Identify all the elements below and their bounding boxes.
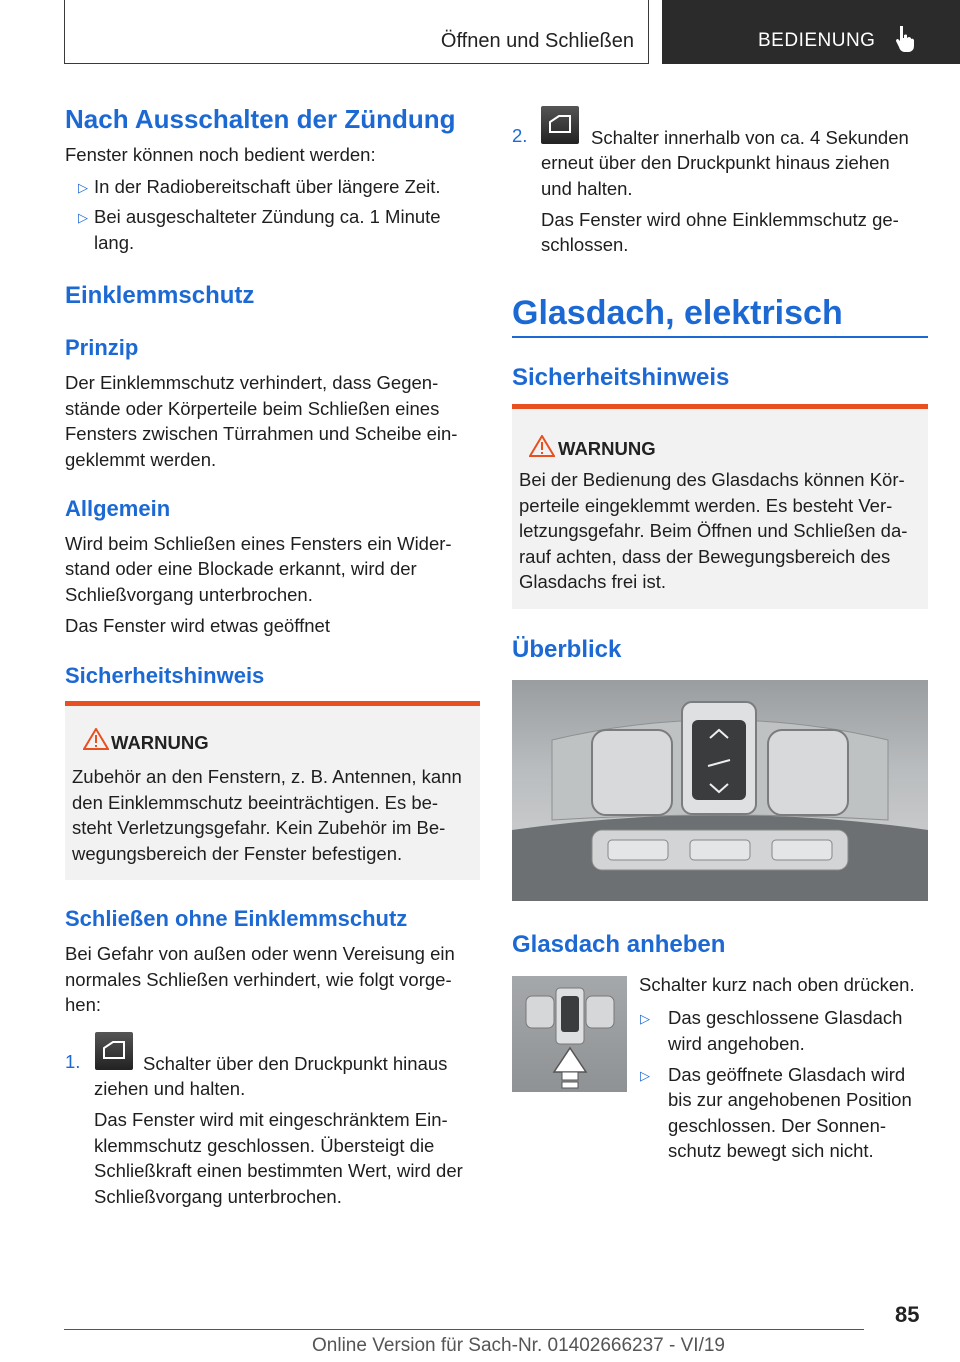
header-section-title: Öffnen und Schließen (440, 30, 634, 52)
header-chapter-tab (662, 0, 960, 64)
roof-raise-photo (512, 976, 627, 1092)
warning-body-left-1: Zubehör an den Fenstern, z. B. Antennen, kann (72, 766, 462, 787)
step1-desc-1: Das Fenster wird mit eingeschränktem Ein- (94, 1109, 448, 1130)
text-general-3: Schließvorgang unterbrochen. (65, 584, 313, 605)
heading-ignition-off: Nach Ausschalten der Zündung (65, 104, 456, 134)
text-principle-1: Der Einklemmschutz verhindert, dass Gegen- (65, 372, 439, 393)
warning-body-left-2: den Einklemmschutz beeinträchtigen. Es be- (72, 792, 439, 813)
heading-close-without-protection: Schließen ohne Einklemmschutz (65, 906, 408, 931)
step-number-1: 1. (65, 1051, 81, 1072)
step-number-2: 2. (512, 125, 528, 146)
header-chapter-title: BEDIENUNG (758, 30, 876, 51)
bullet-triangle-icon: ▷ (640, 1011, 650, 1026)
step2-desc-1: Das Fenster wird ohne Einklemmschutz ge- (541, 209, 899, 230)
text-principle-4: geklemmt werden. (65, 449, 217, 470)
heading-raise-roof: Glasdach anheben (512, 931, 726, 958)
page-number: 85 (895, 1302, 920, 1327)
text-close-1: Bei Gefahr von außen oder wenn Vereisung ein (65, 943, 455, 964)
text-close-2: normales Schließen verhindert, wie folgt vorge- (65, 969, 452, 990)
bullet-raise-2a: Das geöffnete Glasdach wird (668, 1064, 906, 1085)
text-principle-2: stände oder Körperteile beim Schließen eines (65, 398, 440, 419)
heading-principle: Prinzip (65, 335, 139, 360)
footer-rule (64, 1329, 864, 1330)
warning-body-right-1: Bei der Bedienung des Glasdachs können Kör- (519, 469, 905, 490)
step1-desc-3: Schließkraft einen bestimmten Wert, wird der (94, 1160, 463, 1181)
step1-desc-4: Schließvorgang unterbrochen. (94, 1186, 342, 1207)
text-general-4: Das Fenster wird etwas geöffnet (65, 615, 330, 636)
bullet-raise-1b: wird angehoben. (668, 1033, 805, 1054)
warning-title-right: WARNUNG (558, 438, 656, 459)
warning-box-right (512, 404, 928, 609)
step1-text-1: Schalter über den Druckpunkt hinaus (143, 1053, 448, 1074)
heading-glass-roof: Glasdach, elektrisch (512, 294, 843, 332)
bullet-raise-2d: schutz bewegt sich nicht. (668, 1140, 874, 1161)
text-principle-3: Fensters zwischen Türrahmen und Scheibe ein- (65, 423, 458, 444)
warning-triangle-icon (529, 435, 555, 457)
bullet-ignition-2: Bei ausgeschalteter Zündung ca. 1 Minute (94, 206, 441, 227)
raise-switch-illustration (512, 976, 627, 1092)
bullet-ignition-1: In der Radiobereitschaft über längere Zeit. (94, 176, 441, 197)
bullet-raise-2b: bis zur angehobenen Position (668, 1089, 912, 1110)
warning-body-right-3: letzungsgefahr. Beim Öffnen und Schließen da- (519, 520, 908, 541)
text-ignition-intro: Fenster können noch bedient werden: (65, 144, 376, 165)
footer-version-text: Online Version für Sach-Nr. 01402666237 - VI/19 (312, 1335, 725, 1356)
bullet-ignition-2-cont: lang. (94, 232, 135, 253)
heading-safety-right: Sicherheitshinweis (512, 364, 730, 391)
heading-pinch-protection: Einklemmschutz (65, 282, 255, 309)
step1-text-2: ziehen und halten. (94, 1078, 246, 1099)
warning-body-right-4: rauf achten, dass der Bewegungsbereich des (519, 546, 891, 567)
step1-desc-2: klemmschutz geschlossen. Übersteigt die (94, 1135, 435, 1156)
warning-triangle-icon (83, 728, 109, 750)
warning-body-left-4: wegungsbereich der Fenster befestigen. (72, 843, 403, 864)
window-switch-icon (541, 106, 579, 144)
header-section-tab (64, 0, 649, 64)
warning-box-left (65, 701, 480, 880)
warning-body-right-2: perteile eingeklemmt werden. Es besteht Ver- (519, 495, 893, 516)
roof-console-illustration (512, 680, 928, 901)
heading-general: Allgemein (65, 496, 171, 521)
roof-console-photo (512, 680, 928, 901)
hand-pointer-icon (894, 24, 920, 54)
window-switch-icon (95, 1032, 133, 1070)
heading-safety-left: Sicherheitshinweis (65, 663, 265, 688)
text-general-2: stand oder eine Blockade erkannt, wird der (65, 558, 417, 579)
bullet-triangle-icon: ▷ (640, 1068, 650, 1083)
bullet-raise-1a: Das geschlossene Glasdach (668, 1007, 903, 1028)
text-raise-intro: Schalter kurz nach oben drücken. (639, 974, 915, 995)
step2-text-1: Schalter innerhalb von ca. 4 Sekunden (591, 127, 909, 148)
text-general-1: Wird beim Schließen eines Fensters ein Wider- (65, 533, 452, 554)
warning-body-right-5: Glasdachs frei ist. (519, 571, 667, 592)
step2-text-2: erneut über den Druckpunkt hinaus ziehen (541, 152, 890, 173)
step2-text-3: und halten. (541, 178, 633, 199)
step2-desc-2: schlossen. (541, 234, 629, 255)
warning-body-left-3: steht Verletzungsgefahr. Kein Zubehör im Be- (72, 817, 446, 838)
heading-rule (512, 336, 928, 338)
bullet-triangle-icon: ▷ (78, 180, 88, 195)
text-close-3: hen: (65, 994, 102, 1015)
bullet-triangle-icon: ▷ (78, 210, 88, 225)
bullet-raise-2c: geschlossen. Der Sonnen- (668, 1115, 887, 1136)
warning-title-left: WARNUNG (111, 732, 209, 753)
heading-overview: Überblick (512, 636, 622, 663)
